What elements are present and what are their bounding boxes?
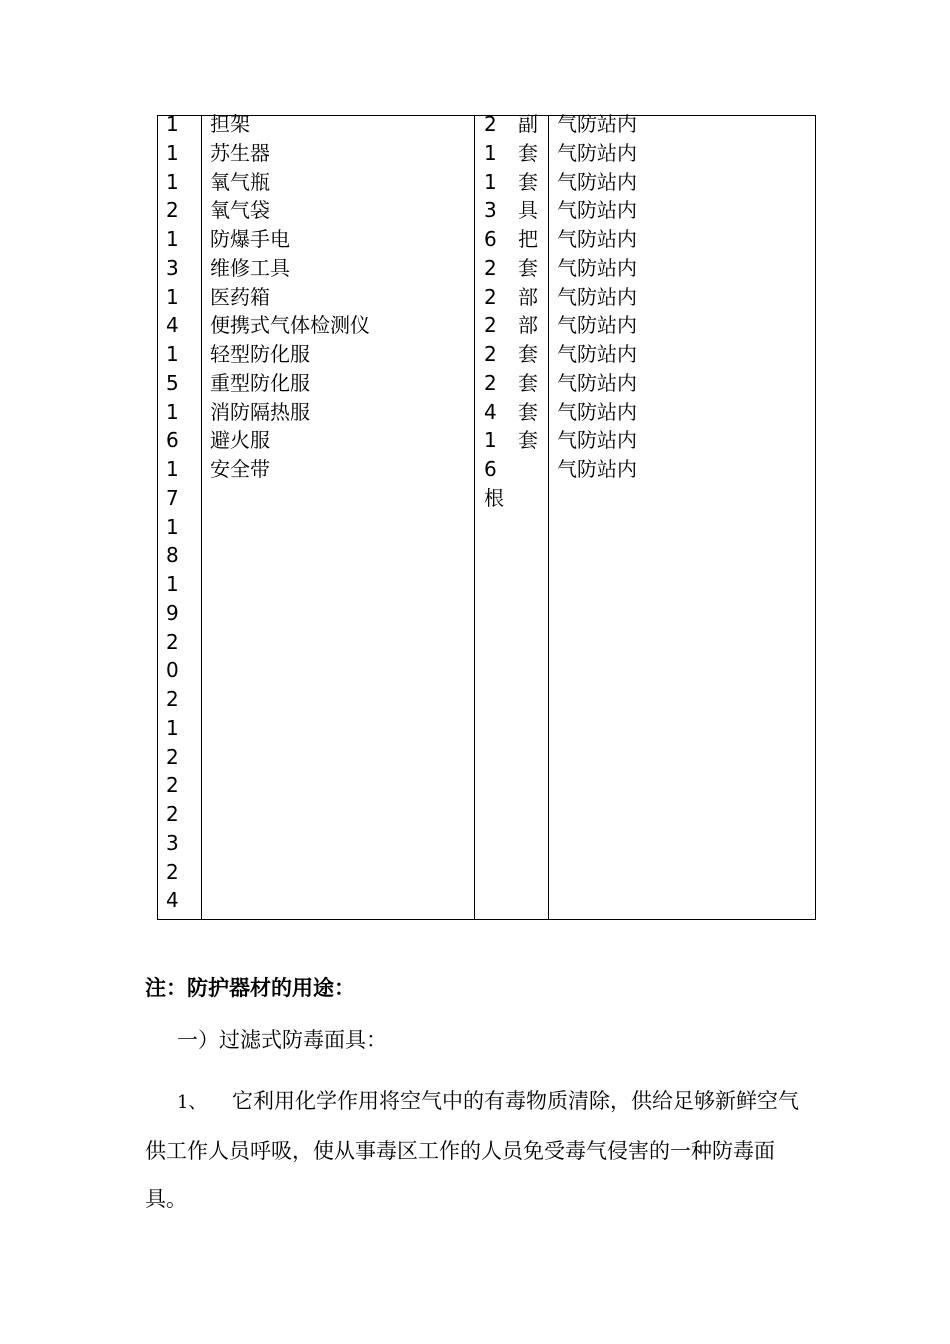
row-number-digit: 2	[166, 687, 179, 711]
row-number-digit: 7	[166, 485, 179, 510]
quantity-number: 1	[484, 169, 497, 194]
quantity-unit: 把	[518, 227, 538, 251]
quantity-cell	[484, 311, 538, 340]
quantity-number: 2	[484, 112, 497, 136]
storage-location: 气防站内	[557, 255, 637, 280]
equipment-name: 安全带	[210, 457, 270, 481]
quantity-cell	[484, 426, 538, 455]
storage-location: 气防站内	[557, 112, 637, 136]
storage-location: 气防站内	[557, 342, 637, 366]
equipment-name: 维修工具	[210, 255, 290, 280]
quantity-cell	[484, 340, 538, 369]
row-number-digit: 4	[166, 888, 179, 913]
quantity-unit: 套	[518, 428, 538, 453]
equipment-name: 氧气袋	[210, 198, 270, 223]
row-number-digit: 2	[166, 773, 179, 798]
paragraph-text: 它利用化学作用将空气中的有毒物质清除，供给足够新鲜空气供工作人员呼吸，使从事毒区工作的人员免受毒气侵害的一种防毒面具。	[145, 1089, 799, 1211]
row-number-digit: 1	[166, 457, 179, 481]
storage-location: 气防站内	[557, 198, 637, 223]
storage-location: 气防站内	[557, 313, 637, 338]
row-number-digit: 3	[166, 255, 179, 280]
column-divider	[548, 116, 549, 919]
quantity-unit: 套	[518, 342, 538, 366]
equipment-name: 便携式气体检测仪	[210, 313, 370, 338]
equipment-table	[157, 112, 816, 920]
quantity-number: 3	[484, 198, 497, 223]
quantity-cell	[484, 254, 538, 283]
paragraph-number: 1、	[177, 1092, 207, 1113]
row-number-digit: 2	[166, 859, 179, 884]
row-number-digit: 2	[166, 629, 179, 654]
note-heading: 注：防护器材的用途：	[145, 976, 355, 1000]
row-number-digit: 1	[166, 399, 179, 424]
row-number-digit: 5	[166, 370, 179, 395]
quantity-cell	[484, 369, 538, 398]
storage-location: 气防站内	[557, 284, 637, 309]
equipment-name: 苏生器	[210, 140, 270, 165]
quantity-number: 2	[484, 255, 497, 280]
quantity-number: 1	[484, 140, 497, 165]
row-number-digit: 1	[166, 169, 179, 194]
quantity-cell	[484, 398, 538, 427]
quantity-number: 2	[484, 342, 497, 366]
row-number-digit: 1	[166, 140, 179, 165]
row-number-digit: 2	[166, 802, 179, 826]
quantity-unit-overflow: 根	[484, 485, 504, 510]
quantity-unit: 套	[518, 399, 538, 424]
quantity-cell	[484, 283, 538, 312]
quantity-unit: 具	[518, 198, 538, 223]
quantity-number: 2	[484, 313, 497, 338]
quantity-unit: 部	[518, 313, 538, 338]
storage-location: 气防站内	[557, 169, 637, 194]
row-number-digit: 1	[166, 284, 179, 309]
equipment-name: 氧气瓶	[210, 169, 270, 194]
storage-location: 气防站内	[557, 399, 637, 424]
quantity-cell	[484, 196, 538, 225]
equipment-name: 医药箱	[210, 284, 270, 309]
quantity-unit: 副	[518, 112, 538, 136]
quantity-cell	[484, 168, 538, 197]
quantity-cell	[484, 110, 538, 139]
row-number-digit: 1	[166, 227, 179, 251]
equipment-name: 防爆手电	[210, 227, 290, 251]
quantity-number: 6	[484, 457, 497, 481]
equipment-name: 避火服	[210, 428, 270, 453]
quantity-cell	[484, 225, 538, 254]
equipment-name: 消防隔热服	[210, 399, 310, 424]
quantity-number: 2	[484, 284, 497, 309]
quantity-unit: 套	[518, 370, 538, 395]
quantity-number: 6	[484, 227, 497, 251]
storage-location: 气防站内	[557, 457, 637, 481]
storage-location: 气防站内	[557, 370, 637, 395]
column-divider	[201, 116, 202, 919]
location-column	[557, 110, 637, 484]
quantity-cell	[484, 139, 538, 168]
row-number-digit: 0	[166, 658, 179, 683]
quantity-unit: 套	[518, 169, 538, 194]
quantity-unit: 部	[518, 284, 538, 309]
body-paragraph	[145, 1077, 815, 1223]
storage-location: 气防站内	[557, 140, 637, 165]
row-number-digit: 6	[166, 428, 179, 453]
subheading: 一）过滤式防毒面具：	[177, 1028, 387, 1052]
row-number-digit: 8	[166, 543, 179, 568]
storage-location: 气防站内	[557, 428, 637, 453]
quantity-number: 1	[484, 428, 497, 453]
number-column	[166, 110, 179, 915]
quantity-number: 2	[484, 370, 497, 395]
row-number-digit: 1	[166, 514, 179, 539]
row-number-digit: 1	[166, 572, 179, 596]
equipment-name: 轻型防化服	[210, 342, 310, 366]
row-number-digit: 2	[166, 198, 179, 223]
column-divider	[474, 116, 475, 919]
quantity-unit: 套	[518, 255, 538, 280]
quantity-cell	[484, 455, 538, 484]
row-number-digit: 9	[166, 600, 179, 625]
row-number-digit: 3	[166, 830, 179, 855]
quantity-unit: 套	[518, 140, 538, 165]
row-number-digit: 1	[166, 715, 179, 740]
row-number-digit: 1	[166, 342, 179, 366]
name-column	[210, 110, 370, 484]
quantity-number: 4	[484, 399, 497, 424]
quantity-column	[484, 110, 538, 513]
storage-location: 气防站内	[557, 227, 637, 251]
equipment-name: 重型防化服	[210, 370, 310, 395]
equipment-name: 担架	[210, 112, 250, 136]
row-number-digit: 1	[166, 112, 179, 136]
row-number-digit: 4	[166, 313, 179, 338]
row-number-digit: 2	[166, 744, 179, 769]
